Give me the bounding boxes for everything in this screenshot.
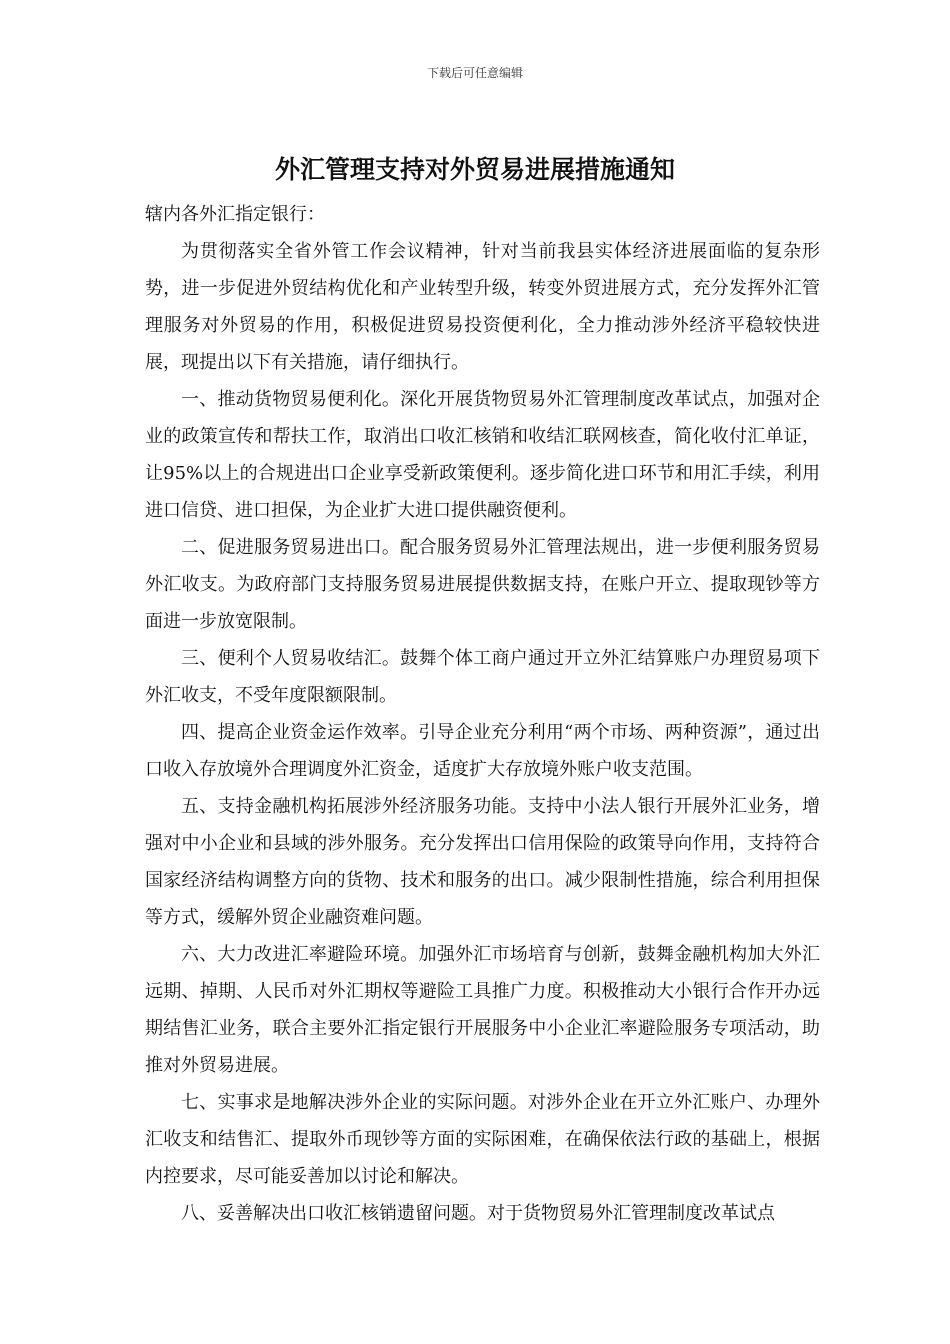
paragraph-6: 六、大力改进汇率避险环境。加强外汇市场培育与创新，鼓舞金融机构加大外汇远期、掉期、人民币对外汇期权等避险工具推广力度。积极推动大小银行合作开办远期结售汇业务，联合主要外汇指定银行开展服务中小企业汇率避险服务专项活动，助推对外贸易进展。 [145,944,820,1076]
document-title: 外汇管理支持对外贸易进展措施通知 [274,155,675,184]
header-note: 下载后可任意编辑 [426,66,523,80]
paragraph-intro: 为贯彻落实全省外管工作会议精神，针对当前我县实体经济进展面临的复杂形势，进一步促进外贸结构优化和产业转型升级，转变外贸进展方式，充分发挥外汇管理服务对外贸易的作用，积极促进贸易投资便利化，全力推动涉外经济平稳较快进展，现提出以下有关措施，请仔细执行。 [145,241,820,373]
document-body [145,196,820,1232]
paragraph-5: 五、支持金融机构拓展涉外经济服务功能。支持中小法人银行开展外汇业务，增强对中小企业和县域的涉外服务。充分发挥出口信用保险的政策导向作用，支持符合国家经济结构调整方向的货物、技术和服务的出口。减少限制性措施，综合利用担保等方式，缓解外贸企业融资难问题。 [145,796,820,928]
paragraph-1: 一、推动货物贸易便利化。深化开展货物贸易外汇管理制度改革试点，加强对企业的政策宣传和帮扶工作，取消出口收汇核销和收结汇联网核查，简化收付汇单证，让95%以上的合规进出口企业享受新政策便利。逐步简化进口环节和用汇手续，利用进口信贷、进口担保，为企业扩大进口提供融资便利。 [145,389,820,521]
paragraph-7: 七、实事求是地解决涉外企业的实际问题。对涉外企业在开立外汇账户、办理外汇收支和结售汇、提取外币现钞等方面的实际困难，在确保依法行政的基础上，根据内控要求，尽可能妥善加以讨论和解决。 [145,1092,820,1187]
paragraph-8: 八、妥善解决出口收汇核销遗留问题。对于货物贸易外汇管理制度改革试点 [181,1203,775,1224]
paragraph-4: 四、提高企业资金运作效率。引导企业充分利用“两个市场、两种资源”，通过出口收入存放境外合理调度外汇资金，适度扩大存放境外账户收支范围。 [145,722,820,780]
paragraph-2: 二、促进服务贸易进出口。配合服务贸易外汇管理法规出，进一步便利服务贸易外汇收支。为政府部门支持服务贸易进展提供数据支持，在账户开立、提取现钞等方面进一步放宽限制。 [145,537,820,632]
paragraph-3: 三、便利个人贸易收结汇。鼓舞个体工商户通过开立外汇结算账户办理贸易项下外汇收支，不受年度限额限制。 [145,648,820,706]
salutation: 辖内各外汇指定银行： [145,204,325,225]
